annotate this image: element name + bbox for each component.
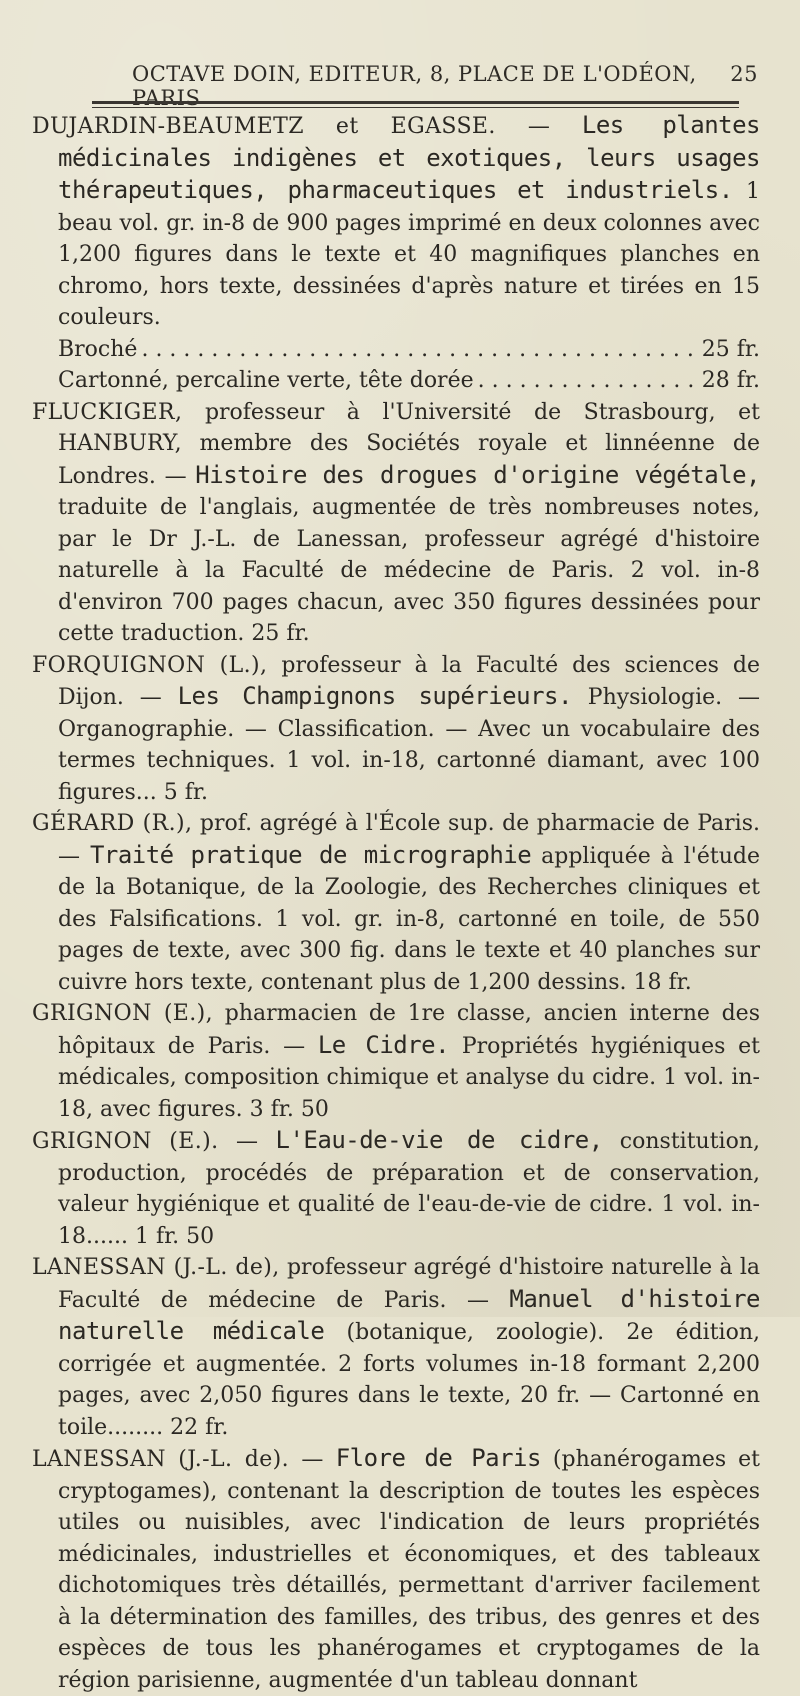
entry-title: Manuel d'histoire naturelle médicale bbox=[58, 1284, 760, 1345]
entry-author: GÉRARD (R.), bbox=[32, 811, 193, 836]
catalogue-entry bbox=[32, 650, 760, 809]
entry-author: DUJARDIN-BEAUMETZ et EGASSE. — bbox=[32, 114, 551, 139]
entry-author-details: professeur à l'Université de Strasbourg, et HANBURY, membre des Sociétés royale et linnéenne de Londres. — bbox=[58, 399, 760, 489]
entry-price: 1 fr. 50 bbox=[134, 1223, 215, 1249]
entry-author: FLUCKIGER, bbox=[32, 399, 183, 425]
entry-author: GRIGNON (E.), bbox=[32, 1001, 214, 1026]
catalogue-entry bbox=[32, 1125, 760, 1252]
entry-title: L'Eau-de-vie de cidre, bbox=[275, 1126, 603, 1154]
entry-author-details: professeur agrégé d'histoire naturelle à la Faculté de médecine de Paris. — bbox=[58, 1255, 760, 1313]
entry-title: Histoire des drogues d'origine végétale, bbox=[195, 460, 761, 489]
leader-dots bbox=[478, 365, 698, 397]
entry-author-details: pharmacien de 1re classe, ancien interne des hôpitaux de Paris. — bbox=[58, 1001, 760, 1059]
entry-description: constitution, production, procédés de préparation et de conservation, valeur hygiénique et qualité de l'eau-de-vie de cidre. 1 vol. in-18...... bbox=[58, 1129, 760, 1249]
entry-price: 22 fr. bbox=[170, 1414, 229, 1440]
entry-price: 3 fr. 50 bbox=[249, 1096, 329, 1122]
entry-price: 28 fr. bbox=[701, 368, 760, 393]
catalogue-entry bbox=[32, 110, 760, 334]
header-rule bbox=[92, 101, 739, 104]
catalogue-entries bbox=[32, 110, 760, 1696]
entry-description: (phanérogames et cryptogames), contenant la description de toutes les espèces utiles ou nuisibles, avec l'indication de leurs propriétés médicinales, industrielles et économiques, et des tableaux dichotomiques très détaillés, permettant d'arriver facilement à la détermination des familles, des tribus, des genres et des espèces de tous les phanérogames et cryptogames de la région parisienne, augmentée d'un tableau donnant bbox=[58, 1447, 761, 1693]
entry-author: LANESSAN (J.-L. de), bbox=[32, 1255, 280, 1280]
entry-author: GRIGNON (E.). — bbox=[32, 1129, 259, 1154]
entry-title: Traité pratique de micrographie bbox=[89, 840, 532, 869]
catalogue-entry bbox=[32, 1443, 760, 1696]
entry-author-details: prof. agrégé à l'École sup. de pharmacie de Paris. — bbox=[58, 811, 760, 869]
price-label: Broché bbox=[58, 336, 138, 362]
price-line bbox=[32, 365, 760, 397]
publisher-header: OCTAVE DOIN, EDITEUR, 8, PLACE DE L'ODÉON, PARIS bbox=[132, 62, 697, 110]
catalogue-entry bbox=[32, 998, 760, 1125]
entry-description: appliquée à l'étude de la Botanique, de la Zoologie, des Recherches cliniques et des Falsifications. 1 vol. gr. in-8, cartonné en toile, de 550 pages de texte, avec 300 fig. dans le texte et 40 planches sur cuivre hors texte, contenant plus de 1,200 dessins. bbox=[58, 843, 760, 995]
entry-title: Les plantes médicinales indigènes et exotiques, leurs usages thérapeutiques, pharmaceutiques et industriels. bbox=[58, 111, 760, 204]
page-number: 25 bbox=[730, 62, 758, 86]
entry-description: Propriétés hygiéniques et médicales, composition chimique et analyse du cidre. 1 vol. in-18, avec figures. bbox=[58, 1033, 760, 1122]
entry-price: 5 fr. bbox=[163, 779, 208, 805]
entry-price: 18 fr. bbox=[633, 969, 692, 995]
leader-dots bbox=[141, 334, 697, 366]
entry-price: 25 fr. bbox=[251, 621, 310, 646]
catalogue-entry bbox=[32, 1252, 760, 1443]
entry-description: 1 beau vol. gr. in-8 de 900 pages imprimé en deux colonnes avec 1,200 figures dans le texte et 40 magnifiques planches en chromo, hors texte, dessinées d'après nature et tirées en 15 couleurs. bbox=[58, 179, 760, 330]
entry-description: traduite de l'anglais, augmentée de très nombreuses notes, par le Dr J.-L. de Lanessan, professeur agrégé d'histoire naturelle à la Faculté de médecine de Paris. 2 vol. in-8 d'environ 700 pages chacun, avec 350 figures dessinées pour cette traduction. bbox=[58, 495, 760, 646]
entry-description: (botanique, zoologie). 2e édition, corrigée et augmentée. 2 forts volumes in-18 formant 2,200 pages, avec 2,050 figures dans le texte, 20 fr. — Cartonné en toile........ bbox=[58, 1320, 761, 1440]
entry-title: Les Champignons supérieurs. bbox=[177, 682, 572, 710]
entry-price: 25 fr. bbox=[701, 336, 760, 362]
price-label: Cartonné, percaline verte, tête dorée bbox=[58, 368, 474, 393]
catalogue-entry bbox=[32, 397, 760, 650]
catalogue-entry bbox=[32, 808, 760, 998]
entry-description: Physiologie. — Organographie. — Classification. — Avec un vocabulaire des termes techniques. 1 vol. in-18, cartonné diamant, avec 100 figures... bbox=[58, 685, 760, 805]
entry-author: LANESSAN (J.-L. de). — bbox=[32, 1447, 324, 1472]
price-line bbox=[32, 334, 760, 366]
entry-author-details: professeur à la Faculté des sciences de Dijon. — bbox=[58, 652, 761, 710]
entry-title: Flore de Paris bbox=[335, 1444, 541, 1472]
entry-author: FORQUIGNON (L.), bbox=[32, 652, 268, 678]
entry-title: Le Cidre. bbox=[317, 1030, 450, 1059]
